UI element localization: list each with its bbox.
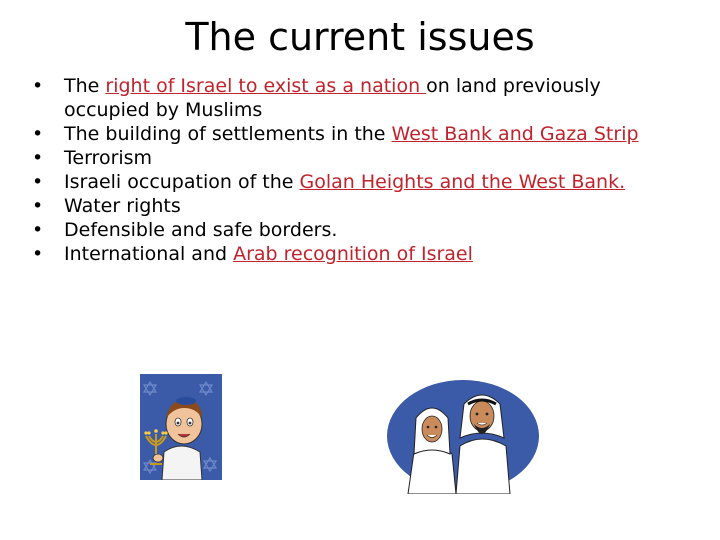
bullet-text: Israeli occupation of the (64, 171, 300, 193)
bullet-item (30, 218, 670, 242)
bullet-item (30, 170, 670, 194)
bullet-item (30, 242, 670, 266)
bullet-link[interactable]: Arab recognition of Israel (233, 243, 473, 265)
bullet-link[interactable]: West Bank and Gaza Strip (391, 123, 639, 145)
bullet-item (30, 194, 670, 218)
menorah-boy-clipart (140, 374, 222, 480)
bullet-text: Terrorism (64, 147, 153, 169)
bullet-item (30, 146, 670, 170)
issues-list (30, 74, 670, 266)
bullet-text: The building of settlements in the (64, 123, 392, 145)
arab-couple-clipart (386, 374, 540, 494)
bullet-text: on land previously occupied by Muslims (64, 75, 601, 121)
bullet-item (30, 122, 670, 146)
bullet-text: Defensible and safe borders. (64, 219, 338, 241)
bullet-text: Water rights (64, 195, 181, 217)
bullet-link[interactable]: Golan Heights and the West Bank. (299, 171, 626, 193)
bullet-link[interactable]: right of Israel to exist as a nation (105, 75, 427, 97)
slide-title: The current issues (185, 15, 535, 59)
bullet-text: The (64, 75, 106, 97)
bullet-item (30, 74, 670, 122)
bullet-text: International and (64, 243, 234, 265)
